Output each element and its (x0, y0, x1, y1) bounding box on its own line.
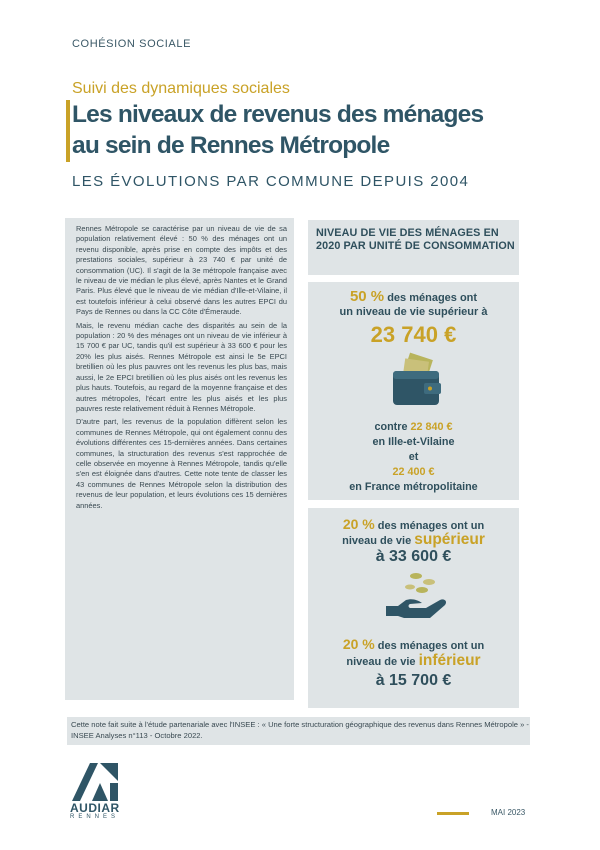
comparison-place-2: en France métropolitaine (349, 481, 478, 493)
stat2-line2 (308, 531, 519, 549)
kicker-label: Suivi des dynamiques sociales (72, 80, 290, 97)
intro-paragraph: Mais, le revenu médian cache des disparités au sein de la population : 20 % des ménages ont un niveau de vie inférieur à 15 700 € par UC, tandis qu'il est supérieur à 33 600 € pour les 20% les plus aisés. Rennes Métropole est ainsi le 5e EPCI bretillien où les plus pauvres ont les revenus les plus bas, mais aussi, le 2e EPCI bretillien où les plus aisés ont les revenus les plus hauts. Toutefois, au regard de la moyenne française et des autres métropoles, l'écart entre les plus aisés et les plus pauvres reste relativement réduit à Rennes Métropole. (76, 320, 287, 413)
comparison-line-1 (308, 420, 519, 435)
intro-paragraph: D'autre part, les revenus de la population diffèrent selon les communes de Rennes Métropole, qui ont également connu des évolutions différentes ces 15-dernières années. Dans certaines communes, la structuration des revenus s'est rapprochée de celle observée en moyenne à Rennes Métropole, tandis qu'elle s'en est éloignée dans d'autres. Cette note tente de classer les 43 communes de Rennes Métropole selon la distribution des revenus de leur population, et leurs évolutions ces 15 dernières années. (76, 417, 287, 510)
wallet-icon (390, 352, 444, 410)
date-accent-line (437, 812, 469, 815)
stat2-text2: niveau de vie (342, 535, 415, 547)
stat2-percent: 20 % (342, 516, 375, 532)
page-subtitle: LES ÉVOLUTIONS PAR COMMUNE DEPUIS 2004 (72, 173, 470, 190)
logo-subtitle: RENNES (70, 814, 120, 820)
publication-date: MAI 2023 (491, 808, 526, 817)
stat2-word: supérieur (414, 531, 485, 548)
stat2-line1 (308, 516, 519, 532)
stat1-text1: des ménages ont (384, 292, 478, 304)
intro-text (76, 224, 287, 514)
stat1-amount: 23 740 € (370, 322, 457, 347)
category-label: COHÉSION SOCIALE (72, 38, 192, 50)
stat3-line2 (308, 652, 519, 670)
comparison-block (308, 420, 519, 495)
title-accent-bar (66, 100, 70, 162)
stat3-amount: à 15 700 € (375, 672, 452, 689)
stat3-text2: niveau de vie (346, 656, 419, 668)
footnote: Cette note fait suite à l'étude partenariale avec l'INSEE : « Une forte structuration géographique des revenus dans Rennes Métropole » - INSEE Analyses n°113 - Octobre 2022. (71, 720, 529, 740)
stat2-text1: des ménages ont un (374, 520, 485, 532)
stat3-word: inférieur (418, 652, 481, 669)
comparison-place-1: en Ille-et-Vilaine (372, 436, 455, 448)
stat1-line1 (308, 288, 519, 305)
comparison-joiner: et (408, 451, 419, 463)
side-title: NIVEAU DE VIE DES MÉNAGES EN 2020 PAR UNITÉ DE CONSOMMATION (316, 227, 515, 252)
stat3-line1 (308, 636, 519, 652)
hand-coins-icon (382, 570, 452, 626)
stat1-line2: un niveau de vie supérieur à (339, 306, 488, 318)
comparison-prefix: contre (374, 421, 411, 433)
stat3-text1: des ménages ont un (374, 640, 485, 652)
intro-paragraph: Rennes Métropole se caractérise par un niveau de vie de sa population relativement élevé : 50 % des ménages ont un revenu disponible, après prise en compte des impôts et des prestations sociales, supérieur à 23 740 € par unité de consommation (UC). Il s'agit de la 3e métropole française avec le niveau de vie médian le plus élevé, après Nantes et le Grand Paris. Plus élevé que le niveau de vie médian d'Ille-et-Vilaine, il est toutefois inférieur à celui observé dans les autres EPCI du Pays de Rennes ou dans la CC Côte d'Émeraude. (76, 224, 287, 317)
comparison-value-2: 22 400 € (392, 466, 435, 478)
page-title (72, 99, 552, 161)
logo-name: AUDIAR (70, 801, 120, 815)
stat1-percent: 50 % (349, 288, 385, 305)
title-line-1: Les niveaux de revenus des ménages (72, 101, 484, 128)
stat3-percent: 20 % (342, 636, 375, 652)
title-line-2: au sein de Rennes Métropole (72, 132, 390, 159)
comparison-value-1: 22 840 € (410, 421, 453, 433)
stat2-amount: à 33 600 € (375, 548, 452, 565)
